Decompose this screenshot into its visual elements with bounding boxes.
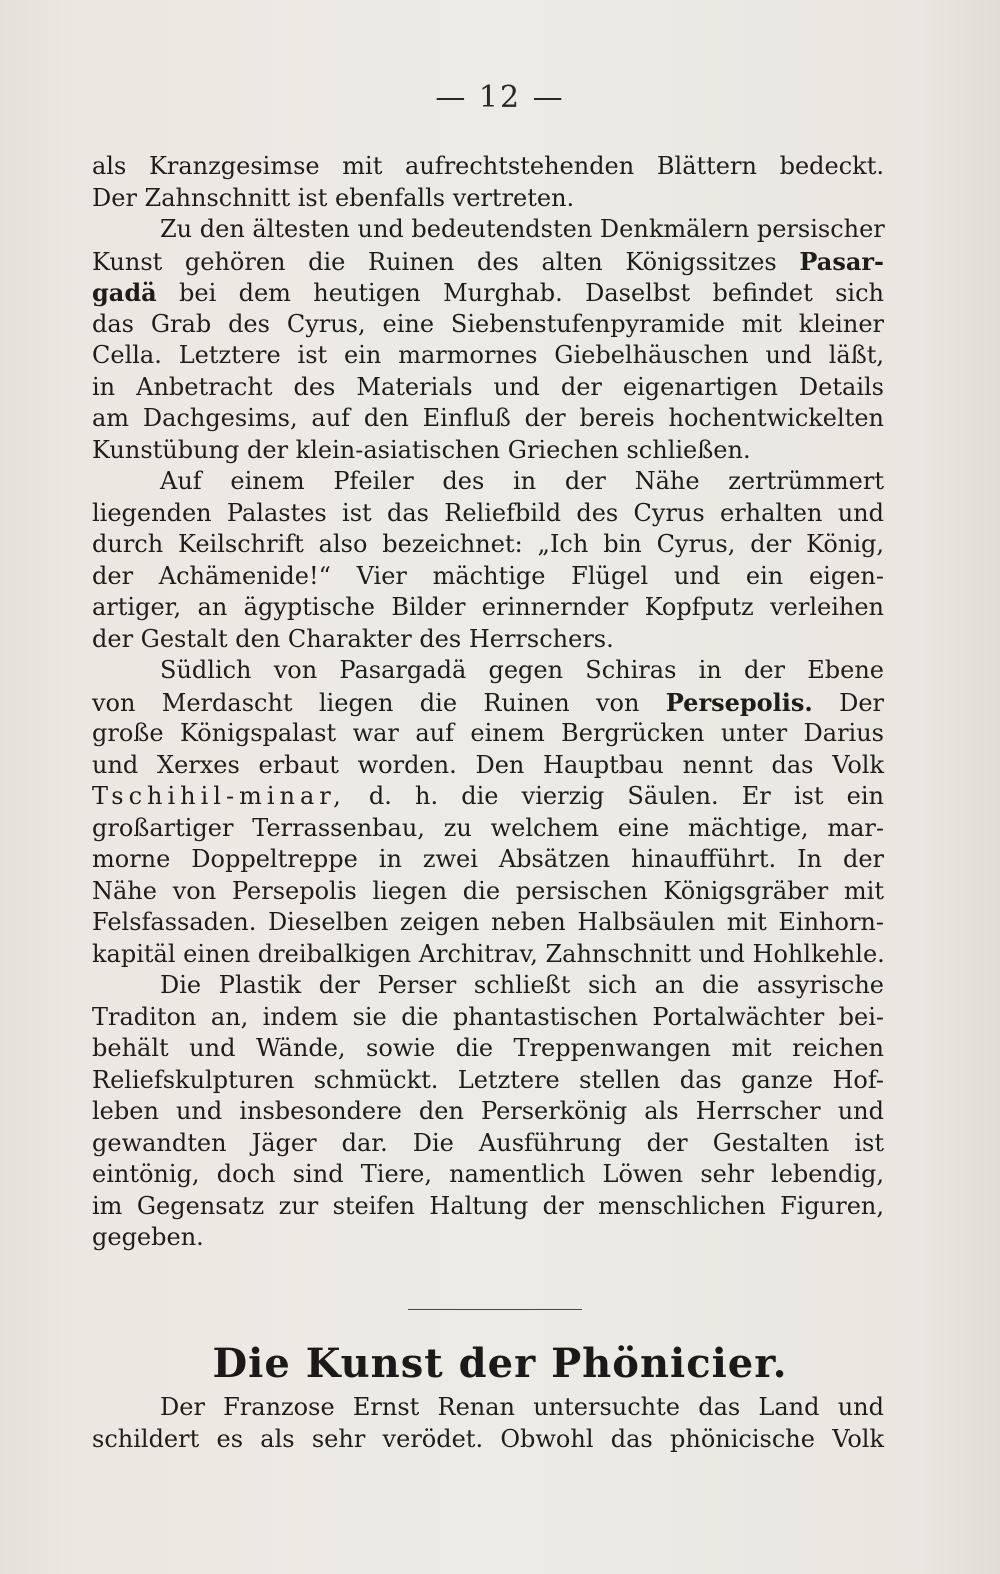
text-line: der Gestalt den Charakter des Herrschers. xyxy=(92,624,614,653)
text-run: bei dem heutigen Murghab. Daselbst befindet sich xyxy=(156,279,884,307)
text-run: d. h. die vierzig Säulen. Er ist ein xyxy=(345,782,884,810)
text-line: gewandten Jäger dar. Die Ausführung der Gestalten ist xyxy=(92,1128,884,1157)
place-name-pasargada: gadä xyxy=(92,278,157,307)
text-line: Cella. Letztere ist ein marmornes Giebelhäuschen und läßt, xyxy=(92,341,884,369)
text-line: kapitäl einen dreibalkigen Architrav, Zahnschnitt und Hohlkehle. xyxy=(92,939,885,968)
section-divider xyxy=(408,1309,582,1310)
text-line: und Xerxes erbaut worden. Den Hauptbau nennt das Volk xyxy=(92,750,884,779)
place-name-pasargada: Pasar- xyxy=(799,246,884,276)
page-number: — 12 — xyxy=(435,80,565,115)
text-line: Der Franzose Ernst Renan untersuchte das Land und xyxy=(160,1393,884,1421)
text-line: Nähe von Persepolis liegen die persischen Königsgräber mit xyxy=(92,876,884,905)
text-line xyxy=(92,277,884,309)
text-line: in Anbetracht des Materials und der eigenartigen Details xyxy=(92,372,884,401)
text-line: im Gegensatz zur steifen Haltung der menschlichen Figuren, xyxy=(92,1191,884,1220)
text-run: von Merdascht liegen die Ruinen von xyxy=(92,688,666,717)
text-line: leben und insbesondere den Perserkönig als Herrscher und xyxy=(92,1097,884,1125)
text-line: als Kranzgesimse mit aufrechtstehenden Blättern bedeckt. xyxy=(92,152,884,180)
text-line: der Achämenide!“ Vier mächtige Flügel und ein eigen- xyxy=(92,561,884,590)
text-run: Der xyxy=(812,688,885,717)
paragraph-6 xyxy=(92,1392,884,1455)
text-line: Kunstübung der klein-asiatischen Griechen schließen. xyxy=(92,435,751,464)
text-line: Auf einem Pfeiler des in der Nähe zertrümmert xyxy=(160,467,884,495)
text-line: Der Zahnschnitt ist ebenfalls vertreten. xyxy=(92,183,575,212)
text-line: morne Doppeltreppe in zwei Absätzen hinaufführt. In der xyxy=(92,845,884,873)
text-line xyxy=(92,781,884,813)
section-heading: Die Kunst der Phönicier. xyxy=(212,1340,788,1387)
text-line: Reliefskulpturen schmückt. Letztere stellen das ganze Hof- xyxy=(92,1065,884,1094)
text-line: großartiger Terrassenbau, zu welchem eine mächtige, mar- xyxy=(92,813,884,842)
text-line: gegeben. xyxy=(92,1223,204,1251)
text-line: Felsfassaden. Dieselben zeigen neben Halbsäulen mit Einhorn- xyxy=(92,908,884,936)
text-line: Zu den ältesten und bedeutendsten Denkmälern persischer xyxy=(160,215,885,243)
paragraph-3 xyxy=(92,466,884,655)
text-line: am Dachgesims, auf den Einfluß der bereis hochentwickelten xyxy=(92,404,884,432)
place-name-persepolis: Persepolis. xyxy=(665,687,813,717)
text-line: durch Keilschrift also bezeichnet: „Ich bin Cyrus, der König, xyxy=(92,530,884,558)
text-line: Südlich von Pasargadä gegen Schiras in der Ebene xyxy=(160,656,884,684)
paragraph-4 xyxy=(92,655,884,970)
text-line: Traditon an, indem sie die phantastischen Portalwächter bei- xyxy=(92,1002,884,1031)
text-line: behält und Wände, sowie die Treppenwangen mit reichen xyxy=(92,1034,884,1062)
text-line: eintönig, doch sind Tiere, namentlich Löwen sehr lebendig, xyxy=(92,1160,884,1188)
text-line: große Königspalast war auf einem Bergrücken unter Darius xyxy=(92,719,884,747)
paragraph-5 xyxy=(92,970,884,1254)
spaced-term: Tschihil-minar, xyxy=(92,782,346,810)
text-run: Kunst gehören die Ruinen des alten Königssitzes xyxy=(92,247,800,276)
text-line: artiger, an ägyptische Bilder erinnernder Kopfputz verleihen xyxy=(92,593,884,621)
text-line xyxy=(92,687,884,719)
text-line: schildert es als sehr verödet. Obwohl das phönicische Volk xyxy=(92,1424,884,1453)
paragraph-1 xyxy=(92,151,884,214)
text-line: liegenden Palastes ist das Reliefbild des Cyrus erhalten und xyxy=(92,498,884,527)
text-line: Die Plastik der Perser schließt sich an die assyrische xyxy=(160,971,884,999)
text-line: das Grab des Cyrus, eine Siebenstufenpyramide mit kleiner xyxy=(92,309,884,338)
text-line xyxy=(92,246,884,278)
paragraph-2 xyxy=(92,214,884,466)
